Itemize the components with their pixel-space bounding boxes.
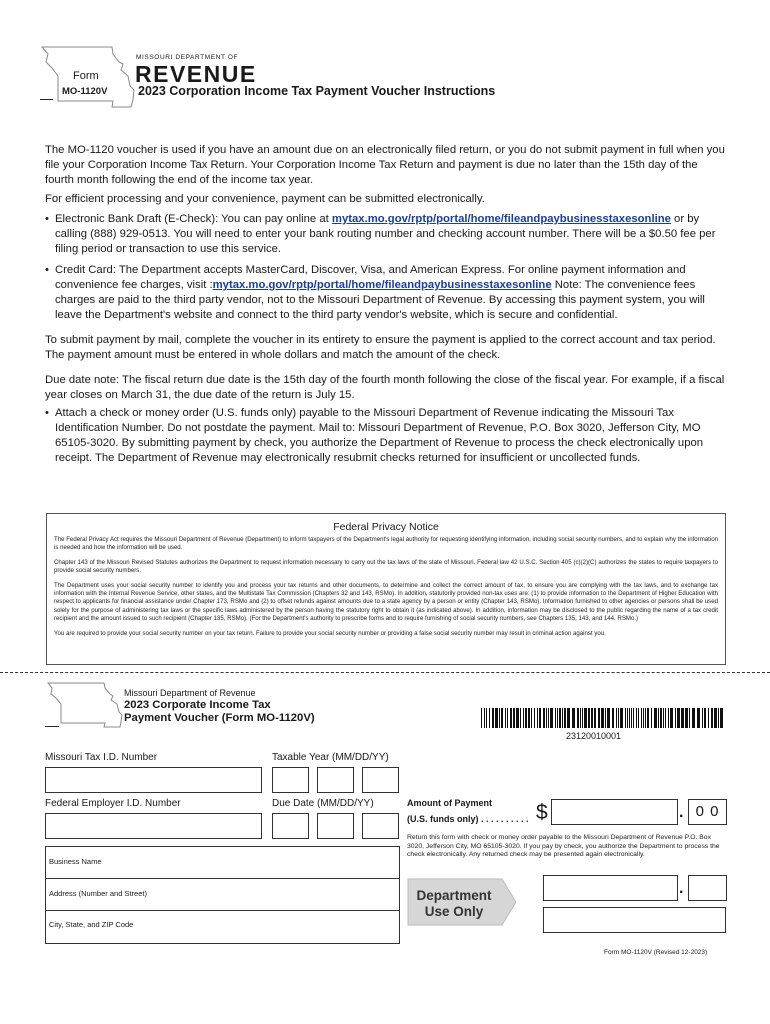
taxable-year-year-field[interactable] [362, 767, 399, 793]
barcode-bar [647, 708, 649, 728]
barcode-bar [711, 708, 713, 728]
barcode-bar [501, 708, 503, 728]
barcode-number: 23120010001 [566, 731, 622, 741]
privacy-paragraph-1: The Federal Privacy Act requires the Missouri Department of Revenue (Department) to inform taxpayers of the Department's legal authority for requesting identifying information, including social security numbers, and to explain why the information is needed and how the information will be used. [54, 536, 718, 552]
barcode-bar [520, 708, 521, 728]
barcode-bar [598, 708, 600, 728]
dept-line: MISSOURI DEPARTMENT OF [136, 54, 239, 61]
barcode-bar [660, 708, 662, 728]
barcode-bar [702, 708, 703, 728]
barcode-bar [633, 708, 634, 728]
dept-use-field-2 [543, 907, 726, 933]
barcode-bar [562, 708, 563, 728]
barcode-bar [510, 708, 512, 728]
barcode-bar [489, 708, 490, 728]
page-title: 2023 Corporation Income Tax Payment Voucher Instructions [138, 84, 496, 98]
barcode-bar [663, 708, 664, 728]
echeck-item: • Electronic Bank Draft (E-Check): You can pay online at mytax.mo.gov/rptp/portal/home/fileandpaybusinesstaxesonline or by calling (888) 929-0513. You will need to enter your bank routing number and checking account number. There will be a $0.50 fee per filing period or transaction to use this service. [45, 213, 716, 255]
barcode-bar [588, 708, 590, 728]
barcode-bar [525, 708, 527, 728]
echeck-text-after: or by calling (888) 929-0513. You will need to enter your bank routing number and checking account number. There will be a $0.50 fee per filing period or transaction to use this service. [55, 213, 716, 255]
barcode [481, 708, 725, 728]
voucher-title-line1: 2023 Corporate Income Tax [124, 699, 271, 711]
barcode-bar [513, 708, 515, 728]
privacy-paragraph-4: You are required to provide your social security number on your tax return. Failure to provide your social security number or providing a false social security number may result in criminal action against you. [54, 629, 606, 637]
address-block [45, 846, 400, 944]
barcode-bar [548, 708, 549, 728]
department-use-line2: Use Only [424, 904, 484, 919]
form-id: MO-1120V [62, 86, 108, 97]
amount-label: Amount of Payment [407, 798, 493, 808]
barcode-bar [685, 708, 688, 728]
privacy-notice [46, 513, 726, 665]
form-label: Form [73, 70, 99, 82]
barcode-bar [643, 708, 644, 728]
dept-use-dollars-field [543, 875, 678, 901]
barcode-bar [692, 708, 695, 728]
barcode-bar [616, 708, 617, 728]
mail-paragraph: To submit payment by mail, complete the voucher in its entirety to ensure the payment is applied to the correct account and tax period. The payment amount must be entered in whole dollars and match the amount of the check. [45, 334, 716, 361]
barcode-bar [708, 708, 709, 728]
barcode-bar [638, 708, 639, 728]
due-date-day-field[interactable] [317, 813, 354, 839]
dollar-sign: $ [536, 801, 548, 824]
department-use-line1: Department [416, 888, 492, 903]
department-use-label [406, 888, 502, 920]
barcode-bar [584, 708, 587, 728]
barcode-bar [627, 708, 628, 728]
barcode-bar [564, 708, 566, 728]
barcode-bar [681, 708, 684, 728]
credit-card-item: • Credit Card: The Department accepts MasterCard, Discover, Visa, and American Express. For online payment information and convenience fee charges, visit :mytax.mo.gov/rptp/portal/home/fileandpaybusinesstaxesonline Note: The convenience fees charges are paid to the third party vendor, not to the Missouri Department of Revenue. By accessing this payment system, you will leave the Department's website and connect to the third party vendor's website, which is secure and confidential. [45, 264, 705, 321]
barcode-bar [528, 708, 530, 728]
barcode-bar [636, 708, 637, 728]
barcode-bar [484, 708, 485, 728]
barcode-bar [557, 708, 558, 728]
city-state-zip-field[interactable] [46, 911, 399, 943]
address-label: Address (Number and Street) [49, 889, 147, 898]
business-name-label: Business Name [49, 857, 102, 866]
instructions [45, 143, 727, 466]
amount-dollars-field[interactable] [551, 799, 678, 825]
privacy-title: Federal Privacy Notice [333, 521, 439, 533]
barcode-bar [645, 708, 646, 728]
barcode-bar [550, 708, 553, 728]
barcode-bar [594, 708, 596, 728]
barcode-bar [668, 708, 669, 728]
barcode-bar [618, 708, 619, 728]
taxable-year-label: Taxable Year (MM/DD/YY) [272, 752, 389, 763]
barcode-bar [658, 708, 659, 728]
barcode-bar [486, 708, 487, 728]
credit-card-text: Credit Card: The Department accepts MasterCard, Discover, Visa, and American Express. For online payment information and convenience fee charges, visit : [55, 264, 686, 291]
tax-id-label: Missouri Tax I.D. Number [45, 752, 158, 763]
due-date-year-field[interactable] [362, 813, 399, 839]
barcode-bar [582, 708, 583, 728]
due-date-label: Due Date (MM/DD/YY) [272, 798, 374, 809]
barcode-bar [718, 708, 719, 728]
barcode-bar [689, 708, 690, 728]
barcode-bar [539, 708, 541, 728]
barcode-bar [720, 708, 723, 728]
barcode-bar [559, 708, 561, 728]
amount-funds-label: (U.S. funds only) . . . . . . . . . . [407, 814, 529, 824]
barcode-bar [654, 708, 657, 728]
dept-use-cents-field [688, 875, 727, 901]
barcode-bar [534, 708, 535, 728]
credit-card-link[interactable]: mytax.mo.gov/rptp/portal/home/fileandpaybusinesstaxesonline [212, 279, 552, 291]
barcode-bar [537, 708, 538, 728]
barcode-bar [620, 708, 623, 728]
amount-cents-field[interactable]: 0 0 [688, 799, 727, 825]
barcode-bar [651, 708, 652, 728]
barcode-bar [572, 708, 575, 728]
barcode-bar [499, 708, 500, 728]
credit-card-text-after: Note: The convenience fees charges are paid to the third party vendor, not to the Missouri Department of Revenue. By accessing this payment system, you will leave the Department's website and connect to the third party vendor's website, which is secure and confidential. [55, 279, 705, 321]
due-date-paragraph: Due date note: The fiscal return due date is the 15th day of the fourth month following the close of the fiscal year. For example, if a fiscal year closes on March 31, the due date of the return is July 15. [45, 374, 725, 401]
barcode-bar [516, 708, 519, 728]
barcode-bar [481, 708, 482, 728]
due-date-month-field[interactable] [272, 813, 309, 839]
tax-id-field[interactable] [45, 767, 262, 793]
barcode-bar [670, 708, 673, 728]
cut-line [0, 672, 770, 673]
barcode-bar [555, 708, 556, 728]
barcode-bar [507, 708, 508, 728]
voucher-dept: Missouri Department of Revenue [124, 688, 256, 698]
missouri-state-outline-icon [44, 682, 126, 728]
dept-use-decimal: . [679, 880, 684, 897]
barcode-bar [605, 708, 606, 728]
barcode-bar [607, 708, 610, 728]
fein-label: Federal Employer I.D. Number [45, 798, 181, 809]
form-id-rule [40, 99, 53, 100]
barcode-bar [697, 708, 700, 728]
barcode-bar [580, 708, 581, 728]
barcode-bar [543, 708, 545, 728]
barcode-bar [641, 708, 642, 728]
intro-paragraph: The MO-1120 voucher is used if you have an amount due on an electronically filed return, or you do not submit payment in full when you file your Corporation Income Tax Return. Your Corporation Income Tax Return and payment is due no later than the 15th day of the fourth month following the end of the income tax year. [45, 144, 725, 186]
echeck-text: Electronic Bank Draft (E-Check): You can pay online at [55, 213, 329, 225]
barcode-bar [492, 708, 494, 728]
barcode-bar [546, 708, 547, 728]
barcode-bar [601, 708, 604, 728]
revenue-logo: REVENUE [135, 61, 257, 87]
barcode-bar [523, 708, 524, 728]
check-text: Attach a check or money order (U.S. funds only) payable to the Missouri Department of Revenue indicating the Missouri Tax Identification Number. Do not postdate the payment. Mail to: Missouri Department of Revenue, P.O. Box 3020, Jefferson City, MO 65105-3020. By submitting payment by check, you authorize the Department of Revenue to process the check electronically upon receipt. The Department of Revenue may electronically resubmit checks returned for insufficient or uncollected funds. [55, 407, 704, 464]
address-field[interactable] [46, 879, 399, 911]
barcode-bar [631, 708, 632, 728]
business-name-field[interactable] [46, 847, 399, 879]
echeck-link[interactable]: mytax.mo.gov/rptp/portal/home/fileandpaybusinesstaxesonline [331, 213, 671, 225]
privacy-paragraph-2: Chapter 143 of the Missouri Revised Statutes authorizes the Department to request information necessary to carry out the tax laws of the state of Missouri. Federal law 42 U.S.C. Section 405 (c)(2)(C) authorizes the states to require taxpayers to provide social security numbers. [54, 558, 718, 575]
privacy-paragraph-3: The Department uses your social security number to identify you and process your tax returns and other documents, to determine and collect the correct amount of tax, to ensure you are complying with the tax laws, and to exchange tax information with the Internal Revenue Service, other states, and the Multistate Tax Commission (Chapters 32 and 143, RSMo). In addition, statutorily provided non-tax uses are: (1) to provide information to the Department of Higher Education with respect to applicants for financial assistance under Chapter 173, RSMo and (2) to offset refunds against amounts due to a state agency by a person or entity (Chapter 143, RSMo). Information furnished to other agencies or persons shall be used solely for the purpose of administering tax laws or the specific laws administered by the person having the statutory right to obtain it (as indicated above). In addition, information may be disclosed to the public regarding the name of a tax credit recipient and the amount issued to such recipient (Chapter 135, RSMo). (For the Department's authority to prescribe forms and to require furnishing of social security numbers, see Chapters 135, 143, and 144, RSMo.) [54, 581, 718, 623]
voucher-title-line2: Payment Voucher (Form MO-1120V) [124, 712, 315, 724]
return-instructions: Return this form with check or money order payable to the Missouri Department of Revenue P.O. Box 3020, Jefferson City, MO 65105-3020. If you pay by check, you authorize the Department to process the check electronically. Any returned check may be presented again electronically. [407, 834, 720, 859]
barcode-bar [677, 708, 680, 728]
barcode-bar [625, 708, 626, 728]
decimal-point: . [679, 804, 684, 821]
electronic-paragraph: For efficient processing and your convenience, payment can be submitted electronically. [45, 193, 485, 205]
form-footer: Form MO-1120V (Revised 12-2023) [604, 949, 708, 956]
barcode-bar [612, 708, 614, 728]
barcode-bar [577, 708, 579, 728]
barcode-bar [675, 708, 676, 728]
barcode-bar [714, 708, 717, 728]
taxable-year-month-field[interactable] [272, 767, 309, 793]
fein-field[interactable] [45, 813, 262, 839]
privacy-body [47, 533, 725, 638]
barcode-bar [665, 708, 666, 728]
barcode-bar [495, 708, 498, 728]
barcode-bar [531, 708, 532, 728]
voucher-rule [45, 726, 59, 727]
barcode-bar [567, 708, 570, 728]
barcode-bar [704, 708, 706, 728]
barcode-bar [629, 708, 630, 728]
taxable-year-day-field[interactable] [317, 767, 354, 793]
barcode-bar [505, 708, 506, 728]
check-item: • Attach a check or money order (U.S. funds only) payable to the Missouri Department of Revenue indicating the Missouri Tax Identification Number. Do not postdate the payment. Mail to: Missouri Department of Revenue, P.O. Box 3020, Jefferson City, MO 65105-3020. By submitting payment by check, you authorize the Department of Revenue to process the check electronically upon receipt. The Department of Revenue may electronically resubmit checks returned for insufficient or uncollected funds. [45, 406, 727, 466]
barcode-bar [591, 708, 593, 728]
city-state-zip-label: City, State, and ZIP Code [49, 920, 134, 929]
